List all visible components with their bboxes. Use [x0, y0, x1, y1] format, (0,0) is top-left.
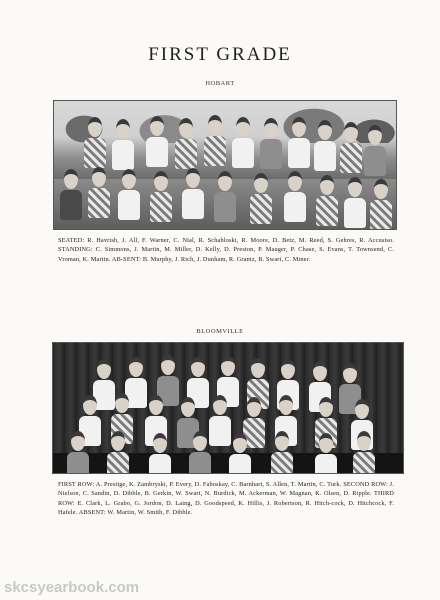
student-figure	[316, 175, 338, 226]
hobart-caption: SEATED: R. Havrish, J. All, F. Warner, C. Nial, R. Schabloski, R. Moore, D. Betz, M. Reed, S. Gehres, R. Accustso. STANDING: C. Simmons, J. Martin, M. Miller, D. Kelly, D. Preston, P. Mauger, P. Chase, S. Evans, T. Townsend, C. Vroman, K. Martin. AB-SENT: B. Murphy, J. Rich, J. Dunham, R. Grantz, B. Swart, C. Miner.	[58, 237, 394, 263]
student-figure	[271, 431, 293, 474]
student-figure	[315, 433, 337, 474]
student-figure	[149, 433, 171, 474]
student-figure	[112, 119, 134, 170]
student-figure	[229, 433, 251, 474]
bloomville-heading: BLOOMVILLE	[196, 328, 244, 335]
student-figure	[250, 173, 272, 224]
student-figure	[214, 171, 236, 222]
student-figure	[60, 169, 82, 220]
student-figure	[182, 168, 204, 219]
student-figure	[370, 179, 392, 230]
student-figure	[232, 117, 254, 168]
student-figure	[118, 169, 140, 220]
student-figure	[67, 431, 89, 474]
student-figure	[340, 122, 362, 173]
hobart-class-photo	[53, 100, 397, 230]
student-figure	[344, 177, 366, 228]
student-figure	[107, 431, 129, 474]
student-figure	[150, 171, 172, 222]
student-figure	[353, 431, 375, 474]
bloomville-class-photo	[52, 342, 404, 474]
page-title: FIRST GRADE	[148, 44, 292, 65]
student-figure	[209, 395, 231, 446]
student-figure	[284, 171, 306, 222]
hobart-heading: HOBART	[205, 80, 235, 87]
student-figure	[260, 118, 282, 169]
student-figure	[88, 167, 110, 218]
student-figure	[84, 117, 106, 168]
floor	[53, 453, 403, 473]
student-figure	[204, 115, 226, 166]
watermark: skcsyearbook.com	[4, 579, 140, 596]
student-figure	[189, 431, 211, 474]
student-figure	[314, 120, 336, 171]
student-figure	[175, 118, 197, 169]
student-figure	[146, 116, 168, 167]
student-figure	[288, 117, 310, 168]
bloomville-caption: FIRST ROW: A. Prestige, K. Zambryski, P. Every, D. Faboskay, C. Barnhart, S. Allen, T. Martin, C. Turk. SECOND ROW: J. Nielson, C. Sandin, D. Dibble, B. Gerkin, W. Swart, N. Burdick, M. Ackerman, W. Magnan, K. Olsen, D. Ripple. THIRD ROW: E. Clark, L. Grabo, G. Jordon, D. Laing, D. Goodspeed, K. Hillis, J. Robertson, R. Hitch-cock, D. Hitchcock, F. Hafele. ABSENT: W. Martin, W. Smith, F. Dibble.	[58, 481, 394, 517]
student-figure	[364, 125, 386, 176]
